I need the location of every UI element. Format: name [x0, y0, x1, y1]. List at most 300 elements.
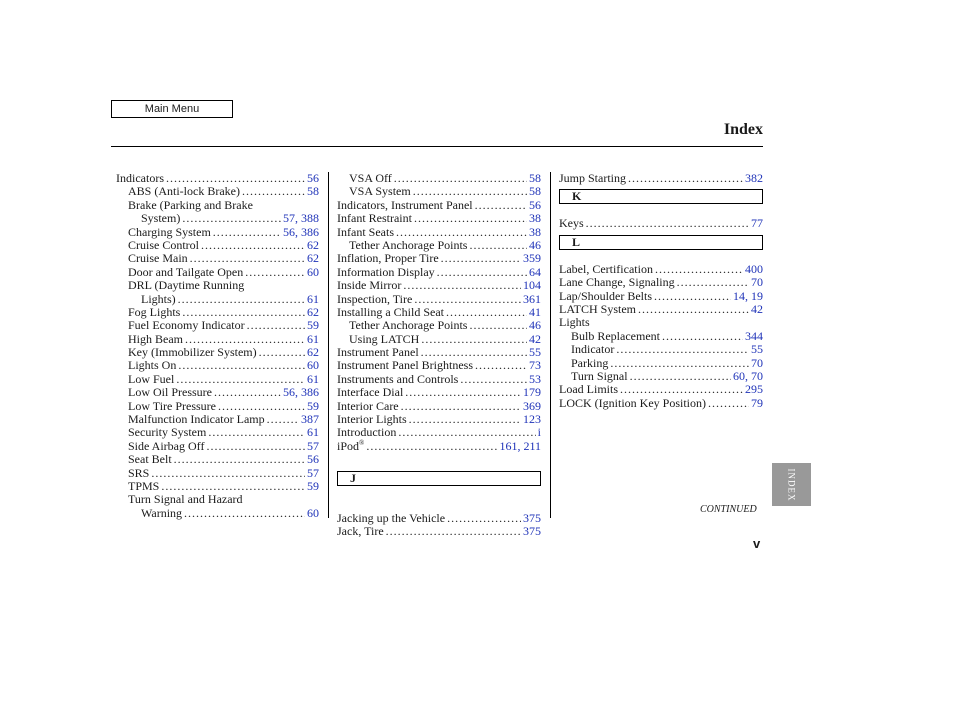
page-link[interactable]: 59 — [307, 398, 319, 413]
dot-leader — [182, 212, 281, 225]
entry-label — [128, 239, 199, 252]
page-link[interactable]: 77 — [751, 216, 763, 231]
index-entry[interactable] — [337, 266, 541, 279]
entry-label — [128, 373, 174, 386]
dot-leader — [409, 413, 521, 426]
dot-leader — [151, 467, 305, 480]
entry-label — [337, 440, 364, 453]
entry-label — [337, 426, 396, 439]
entry-label — [128, 493, 243, 506]
index-entry[interactable] — [559, 343, 763, 356]
index-column-2 — [337, 172, 541, 539]
dot-leader — [206, 440, 305, 453]
page-link[interactable]: 295 — [745, 382, 763, 397]
entry-label — [559, 263, 653, 276]
dot-leader — [161, 480, 305, 493]
dot-leader — [394, 172, 527, 185]
entry-label-text: Load Limits — [559, 382, 618, 397]
entry-label — [559, 172, 626, 185]
dot-leader — [214, 386, 281, 399]
dot-leader — [655, 263, 743, 276]
page-link[interactable]: 123 — [523, 412, 541, 427]
entry-label — [128, 226, 211, 239]
entry-label-text: Lap/Shoulder Belts — [559, 288, 652, 303]
page-link[interactable]: 38 — [529, 224, 541, 239]
main-menu-button[interactable]: Main Menu — [111, 100, 233, 118]
index-entry[interactable] — [337, 386, 541, 399]
index-entry[interactable] — [116, 252, 319, 265]
entry-label — [337, 386, 403, 399]
index-entry[interactable] — [116, 507, 319, 520]
page-link[interactable]: 56 — [307, 452, 319, 467]
dot-leader — [267, 413, 299, 426]
entry-label — [349, 185, 411, 198]
entry-label-text: Key (Immobilizer System) — [128, 345, 257, 360]
entry-label-text: Low Oil Pressure — [128, 385, 212, 400]
page-link[interactable]: 369 — [523, 398, 541, 413]
entry-label — [337, 400, 399, 413]
dot-leader — [174, 453, 305, 466]
index-entry[interactable] — [337, 293, 541, 306]
entry-label-text: Turn Signal and Hazard — [128, 492, 243, 507]
entry-label-text: Tether Anchorage Points — [349, 237, 468, 252]
page-link[interactable]: 53 — [529, 371, 541, 386]
index-entry[interactable] — [116, 319, 319, 332]
page-link[interactable]: 161, 211 — [499, 438, 541, 453]
dot-leader — [469, 319, 527, 332]
entry-label — [128, 440, 204, 453]
index-entry[interactable] — [337, 373, 541, 386]
dot-leader — [610, 357, 749, 370]
page-link[interactable]: 382 — [745, 171, 763, 185]
index-entry[interactable] — [116, 333, 319, 346]
index-entry[interactable] — [559, 263, 763, 276]
entry-label — [559, 383, 618, 396]
index-entry[interactable] — [337, 319, 541, 332]
page-link[interactable]: 359 — [523, 251, 541, 266]
entry-label-text: Fuel Economy Indicator — [128, 318, 245, 333]
column-divider — [328, 172, 329, 518]
entry-label — [128, 306, 180, 319]
index-entry[interactable] — [116, 386, 319, 399]
index-entry[interactable] — [337, 226, 541, 239]
page-link[interactable]: 56, 386 — [283, 224, 319, 239]
entry-label — [337, 373, 458, 386]
index-entry[interactable] — [337, 239, 541, 252]
entry-label-text: Tether Anchorage Points — [349, 318, 468, 333]
dot-leader — [414, 293, 521, 306]
entry-label — [337, 279, 401, 292]
page-link[interactable]: 56 — [529, 197, 541, 212]
index-entry[interactable] — [337, 333, 541, 346]
page-link[interactable]: 60, 70 — [733, 368, 763, 383]
dot-leader — [475, 199, 527, 212]
dot-leader — [446, 306, 527, 319]
entry-label — [337, 212, 412, 225]
entry-label — [559, 290, 652, 303]
index-entry[interactable] — [559, 397, 763, 410]
entry-label-text: Information Display — [337, 264, 435, 279]
page-link[interactable]: 56, 386 — [283, 385, 319, 400]
index-entry[interactable] — [559, 330, 763, 343]
side-tab-label: INDEX — [786, 468, 797, 501]
page-link[interactable]: i — [537, 425, 541, 440]
entry-label-text: Low Tire Pressure — [128, 398, 217, 413]
entry-label-text: Infant Restraint — [337, 211, 412, 226]
index-entry[interactable] — [116, 359, 319, 372]
entry-label-text: Indicator — [571, 342, 615, 357]
entry-label-text: Introduction — [337, 425, 397, 440]
entry-label-text: Infant Seats — [337, 224, 394, 239]
index-entry[interactable] — [116, 293, 319, 306]
index-entry[interactable] — [337, 199, 541, 212]
entry-label-text: Brake (Parking and Brake — [128, 197, 253, 212]
index-entry[interactable] — [559, 172, 763, 185]
entry-label-text: Charging System — [128, 224, 211, 239]
page-link[interactable]: 62 — [307, 251, 319, 266]
page-link[interactable]: 42 — [751, 301, 763, 316]
page-link[interactable]: 57 — [307, 438, 319, 453]
entry-label-text: High Beam — [128, 331, 183, 346]
index-entry — [116, 199, 319, 212]
entry-label-text: LATCH System — [559, 301, 637, 316]
page-link[interactable]: 55 — [529, 345, 541, 360]
dot-leader — [469, 239, 527, 252]
entry-label — [337, 359, 473, 372]
page-link[interactable]: 59 — [307, 318, 319, 333]
entry-label — [141, 293, 176, 306]
dot-leader — [447, 512, 521, 525]
index-entry[interactable] — [116, 426, 319, 439]
page-link[interactable]: 64 — [529, 264, 541, 279]
entry-label — [128, 386, 212, 399]
page-link[interactable]: 41 — [529, 304, 541, 319]
dot-leader — [403, 279, 521, 292]
entry-label-text: LOCK (Ignition Key Position) — [559, 395, 706, 410]
index-entry[interactable] — [116, 239, 319, 252]
section-letter: L — [559, 235, 763, 250]
index-column-1 — [116, 172, 319, 520]
dot-leader — [616, 343, 749, 356]
entry-label — [337, 199, 473, 212]
index-entry[interactable] — [559, 303, 763, 316]
page-link[interactable]: 60 — [307, 264, 319, 279]
index-entry[interactable] — [116, 413, 319, 426]
dot-leader — [190, 252, 305, 265]
page-link[interactable]: 70 — [751, 355, 763, 370]
index-entry[interactable] — [337, 212, 541, 225]
entry-label — [141, 212, 180, 225]
dot-leader — [677, 276, 749, 289]
entry-label — [128, 333, 183, 346]
index-entry[interactable] — [337, 512, 541, 525]
page-link[interactable]: 62 — [307, 345, 319, 360]
spacer — [337, 499, 541, 512]
page-link[interactable]: 58 — [529, 171, 541, 185]
index-entry[interactable] — [116, 226, 319, 239]
entry-label-text: Seat Belt — [128, 452, 172, 467]
index-entry[interactable] — [116, 453, 319, 466]
entry-label-text: Malfunction Indicator Lamp — [128, 412, 265, 427]
entry-label-text: Cruise Control — [128, 237, 199, 252]
continued-label: CONTINUED — [700, 504, 757, 515]
entry-label — [337, 346, 419, 359]
index-entry[interactable] — [337, 279, 541, 292]
entry-label-text: Installing a Child Seat — [337, 304, 444, 319]
index-entry[interactable] — [116, 440, 319, 453]
dot-leader — [638, 303, 749, 316]
dot-leader — [414, 212, 527, 225]
index-entry — [559, 316, 763, 329]
dot-leader — [201, 239, 305, 252]
index-entry[interactable] — [116, 185, 319, 198]
entry-label — [571, 330, 660, 343]
page-link[interactable]: 375 — [523, 510, 541, 525]
page-link[interactable]: 58 — [307, 184, 319, 199]
index-entry[interactable] — [116, 212, 319, 225]
page-link[interactable]: 56 — [307, 171, 319, 185]
entry-label-text: VSA System — [349, 184, 411, 199]
entry-label — [349, 319, 467, 332]
page-link[interactable]: 73 — [529, 358, 541, 373]
entry-label — [337, 413, 407, 426]
entry-label — [128, 467, 149, 480]
page-link[interactable]: 61 — [307, 291, 319, 306]
page-link[interactable]: 361 — [523, 291, 541, 306]
entry-label-text: VSA Off — [349, 171, 392, 185]
dot-leader — [630, 370, 731, 383]
dot-leader — [208, 426, 305, 439]
entry-label — [559, 303, 636, 316]
page-link[interactable]: 62 — [307, 304, 319, 319]
dot-leader — [662, 330, 743, 343]
index-entry[interactable] — [559, 357, 763, 370]
dot-leader — [475, 359, 527, 372]
entry-label-text: Lights On — [128, 358, 177, 373]
entry-label-text: Security System — [128, 425, 207, 440]
dot-leader — [421, 346, 527, 359]
dot-leader — [398, 426, 535, 439]
entry-label — [128, 199, 253, 212]
page-link[interactable]: 57 — [307, 465, 319, 480]
entry-label-text: Warning — [141, 505, 183, 520]
index-entry[interactable] — [337, 400, 541, 413]
page-link[interactable]: 60 — [307, 358, 319, 373]
dot-leader — [405, 386, 521, 399]
entry-label-text: Low Fuel — [128, 371, 175, 386]
page-link[interactable]: 58 — [529, 184, 541, 199]
dot-leader — [421, 333, 527, 346]
entry-label-text: Lights) — [141, 291, 176, 306]
dot-leader — [708, 397, 749, 410]
dot-leader — [437, 266, 527, 279]
index-entry[interactable] — [116, 467, 319, 480]
entry-label — [141, 507, 182, 520]
entry-label-text: DRL (Daytime Running — [128, 278, 245, 293]
page-link[interactable]: 387 — [301, 412, 319, 427]
index-column-3 — [559, 172, 763, 410]
spacer — [337, 453, 541, 466]
page-title: Index — [723, 121, 763, 138]
dot-leader — [586, 217, 749, 230]
index-entry[interactable] — [337, 252, 541, 265]
page-link[interactable]: 38 — [529, 211, 541, 226]
dot-leader — [401, 400, 521, 413]
entry-label-text: Instruments and Controls — [337, 371, 459, 386]
dot-leader — [247, 319, 305, 332]
entry-label — [128, 319, 245, 332]
dot-leader — [413, 185, 527, 198]
dot-leader — [178, 293, 305, 306]
entry-label-text: Interior Lights — [337, 412, 407, 427]
entry-label-text: Indicators — [116, 171, 164, 185]
index-entry[interactable] — [116, 306, 319, 319]
section-letter: J — [337, 471, 541, 486]
dot-leader — [176, 373, 305, 386]
header-rule — [111, 146, 763, 147]
entry-label-text: Using LATCH — [349, 331, 420, 346]
entry-label-text: Keys — [559, 216, 584, 231]
page-link[interactable]: 61 — [307, 331, 319, 346]
page-link[interactable]: 14, 19 — [733, 288, 763, 303]
index-entry[interactable] — [116, 400, 319, 413]
entry-label — [337, 252, 439, 265]
index-entry[interactable] — [337, 172, 541, 185]
entry-label — [349, 239, 467, 252]
dot-leader — [182, 306, 305, 319]
entry-label — [128, 359, 176, 372]
index-entry[interactable] — [116, 266, 319, 279]
page-link[interactable]: 59 — [307, 478, 319, 493]
dot-leader — [166, 172, 305, 185]
index-entry[interactable] — [559, 370, 763, 383]
index-entry[interactable] — [116, 346, 319, 359]
entry-label — [128, 252, 188, 265]
entry-label-text: Label, Certification — [559, 261, 653, 276]
entry-label-text: Instrument Panel Brightness — [337, 358, 473, 373]
dot-leader — [460, 373, 527, 386]
index-entry[interactable] — [559, 383, 763, 396]
dot-leader — [242, 185, 305, 198]
index-entry[interactable] — [337, 525, 541, 538]
column-divider — [550, 172, 551, 518]
dot-leader — [245, 266, 305, 279]
page-link[interactable]: 70 — [751, 275, 763, 290]
entry-label — [128, 400, 216, 413]
entry-label — [337, 306, 444, 319]
page-link[interactable]: 400 — [745, 261, 763, 276]
page-link[interactable]: 60 — [307, 505, 319, 520]
entry-label — [559, 217, 584, 230]
entry-label — [128, 413, 265, 426]
entry-label-text: Interior Care — [337, 398, 399, 413]
index-entry[interactable] — [337, 426, 541, 439]
page-link[interactable]: 79 — [751, 395, 763, 410]
entry-label-text: Parking — [571, 355, 609, 370]
entry-label-text: SRS — [128, 465, 150, 480]
index-entry[interactable] — [559, 276, 763, 289]
entry-label-text: Bulb Replacement — [571, 328, 660, 343]
dot-leader — [620, 383, 743, 396]
entry-label — [128, 453, 172, 466]
index-entry[interactable] — [116, 373, 319, 386]
index-entry[interactable] — [337, 440, 541, 453]
entry-label — [349, 333, 419, 346]
entry-label-text: Lane Change, Signaling — [559, 275, 675, 290]
entry-label-text: Door and Tailgate Open — [128, 264, 244, 279]
page-link[interactable]: 62 — [307, 237, 319, 252]
page-link[interactable]: 61 — [307, 371, 319, 386]
entry-label — [337, 512, 445, 525]
index-entry[interactable] — [337, 413, 541, 426]
index-entry[interactable] — [337, 359, 541, 372]
page-link[interactable]: 179 — [523, 385, 541, 400]
dot-leader — [396, 226, 527, 239]
registered-mark: ® — [359, 438, 365, 447]
dot-leader — [386, 525, 521, 538]
section-letter: K — [559, 189, 763, 204]
page-link[interactable]: 344 — [745, 328, 763, 343]
entry-label — [571, 343, 614, 356]
index-entry[interactable] — [559, 217, 763, 230]
dot-leader — [178, 359, 305, 372]
entry-label — [571, 370, 628, 383]
entry-label-text: Lights — [559, 315, 590, 330]
index-entry[interactable] — [559, 290, 763, 303]
entry-label — [349, 172, 392, 185]
entry-label-text: Jacking up the Vehicle — [337, 510, 446, 525]
entry-label — [559, 316, 590, 329]
entry-label-text: Inflation, Proper Tire — [337, 251, 439, 266]
page-link[interactable]: 42 — [529, 331, 541, 346]
page-link[interactable]: 55 — [751, 342, 763, 357]
index-entry[interactable] — [116, 480, 319, 493]
page-link[interactable]: 61 — [307, 425, 319, 440]
page-number: v — [753, 536, 761, 551]
dot-leader — [654, 290, 731, 303]
dot-leader — [218, 400, 305, 413]
dot-leader — [366, 440, 497, 453]
entry-label — [128, 279, 244, 292]
index-entry[interactable] — [337, 346, 541, 359]
dot-leader — [213, 226, 281, 239]
entry-label-text: ABS (Anti-lock Brake) — [128, 184, 240, 199]
entry-label — [128, 426, 206, 439]
dot-leader — [184, 507, 305, 520]
dot-leader — [259, 346, 305, 359]
dot-leader — [185, 333, 305, 346]
index-entry[interactable] — [337, 185, 541, 198]
entry-label-text: Jump Starting — [559, 171, 627, 185]
page-link[interactable]: 46 — [529, 318, 541, 333]
page-link[interactable]: 375 — [523, 524, 541, 539]
dot-leader — [441, 252, 521, 265]
index-entry[interactable] — [116, 172, 319, 185]
entry-label — [337, 293, 412, 306]
entry-label-text: Turn Signal — [571, 368, 628, 383]
entry-label — [128, 266, 243, 279]
index-entry[interactable] — [337, 306, 541, 319]
page-link[interactable]: 57, 388 — [283, 211, 319, 226]
page-link[interactable]: 104 — [523, 278, 541, 293]
entry-label — [128, 480, 159, 493]
entry-label-text: Jack, Tire — [337, 524, 384, 539]
entry-label — [559, 397, 706, 410]
index-side-tab[interactable] — [772, 463, 811, 506]
dot-leader — [628, 172, 743, 185]
page-link[interactable]: 46 — [529, 237, 541, 252]
entry-label — [128, 185, 240, 198]
